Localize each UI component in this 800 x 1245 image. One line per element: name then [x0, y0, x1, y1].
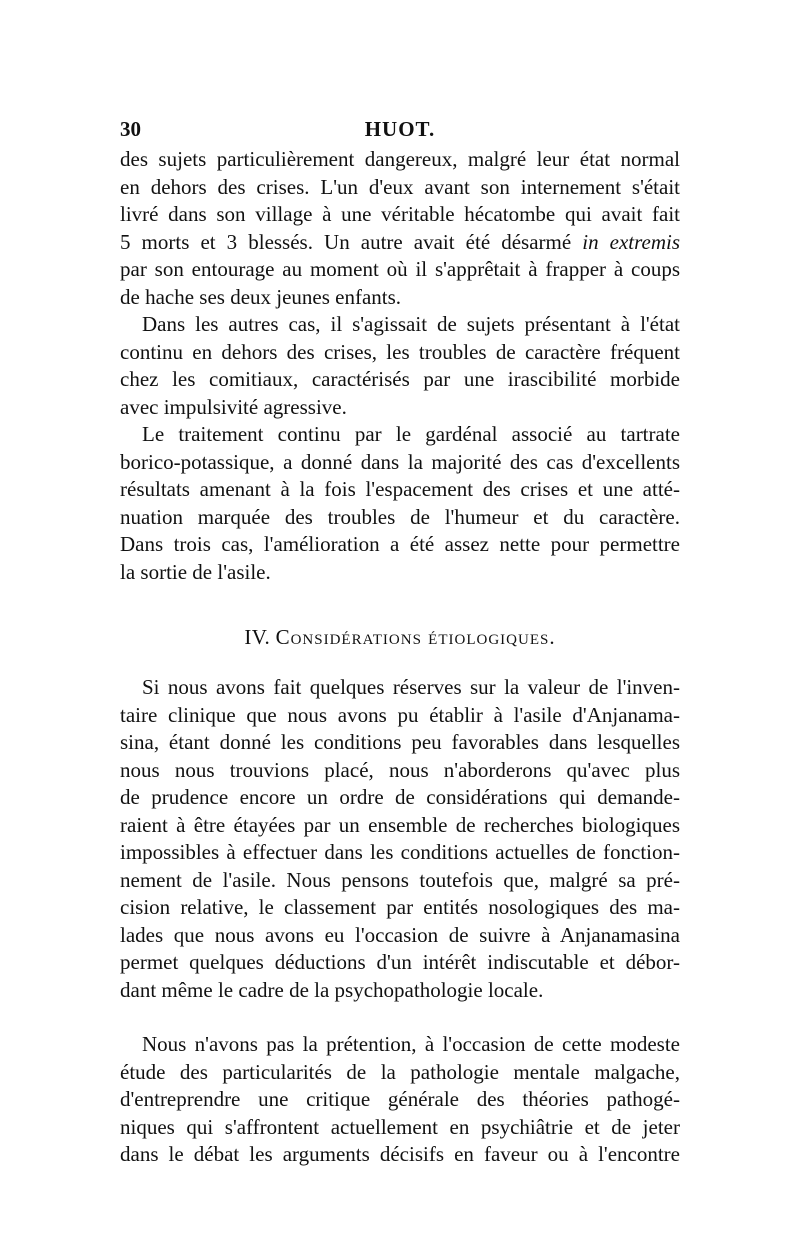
- text-line: impossibles à effectuer dans les conditions actuelles de fonction-: [120, 840, 680, 864]
- text-line: par son entourage au moment où il s'apprêtait à frapper à coups: [120, 257, 680, 281]
- text-line: nous nous trouvions placé, nous n'aborderons qu'avec plus: [120, 757, 680, 782]
- running-head: [120, 112, 680, 146]
- section-heading: [120, 622, 680, 652]
- paragraph-2: [120, 311, 680, 421]
- text-line: Si nous avons fait quelques réserves sur la valeur de l'inven-: [142, 675, 680, 699]
- spacer: [120, 1004, 680, 1031]
- paragraph-3: [120, 421, 680, 586]
- text-line: taire clinique que nous avons pu établir à l'asile d'Anjanama-: [120, 702, 680, 727]
- paragraph-1: [120, 146, 680, 311]
- text-line: des sujets particulièrement dangereux, malgré leur état normal: [120, 147, 680, 171]
- text-line: Dans trois cas, l'amélioration a été assez nette pour permettre: [120, 532, 680, 556]
- section-title: Considérations étiologiques.: [275, 625, 556, 649]
- text-line: cision relative, le classement par entités nosologiques des ma-: [120, 895, 680, 919]
- text-line: de hache ses deux jeunes enfants.: [120, 284, 402, 309]
- text-line: étude des particularités de la pathologie mentale malgache,: [120, 1059, 680, 1084]
- text-line: d'entreprendre une critique générale des théories pathogé-: [120, 1087, 680, 1111]
- section-numeral: IV.: [244, 625, 271, 649]
- text-line: livré dans son village à une véritable hécatombe qui avait fait: [120, 202, 680, 226]
- text-line: Le traitement continu par le gardénal associé au tartrate: [142, 422, 680, 446]
- text-segment: 5 morts et 3 blessés. Un autre avait été désarmé: [120, 229, 572, 254]
- text-line: en dehors des crises. L'un d'eux avant son internement s'était: [120, 174, 680, 199]
- text-line: lades que nous avons eu l'occasion de suivre à Anjanamasina: [120, 922, 680, 947]
- text-line: continu en dehors des crises, les troubles de caractère fréquent: [120, 339, 680, 364]
- text-line: sina, étant donné les conditions peu favorables dans lesquelles: [120, 730, 680, 754]
- text-line: dans le débat les arguments décisifs en faveur ou à l'encontre: [120, 1142, 680, 1166]
- text-line: permet quelques déductions d'un intérêt indiscutable et débor-: [120, 950, 680, 974]
- text-line: Dans les autres cas, il s'agissait de sujets présentant à l'état: [142, 312, 680, 336]
- text-line: borico-potassique, a donné dans la majorité des cas d'excellents: [120, 449, 680, 474]
- paragraph-4: [120, 674, 680, 1004]
- text-line: nement de l'asile. Nous pensons toutefois que, malgré sa pré-: [120, 867, 680, 892]
- text-line: dant même le cadre de la psychopathologie locale.: [120, 977, 544, 1002]
- paragraph-5: [120, 1031, 680, 1169]
- spacer: [120, 586, 680, 622]
- text-line: la sortie de l'asile.: [120, 559, 271, 584]
- running-title: HUOT.: [364, 117, 436, 141]
- spacer: [120, 652, 680, 674]
- text-line: avec impulsivité agressive.: [120, 394, 347, 419]
- text-line: raient à être étayées par un ensemble de recherches biologiques: [120, 812, 680, 837]
- text-line: Nous n'avons pas la prétention, à l'occasion de cette modeste: [142, 1032, 680, 1056]
- italic-phrase: in extremis: [582, 229, 680, 254]
- page-number: 30: [120, 117, 141, 141]
- text-line: nuation marquée des troubles de l'humeur et du caractère.: [120, 504, 680, 529]
- text-line-with-italic: [120, 229, 680, 257]
- text-line: résultats amenant à la fois l'espacement des crises et une atté-: [120, 477, 680, 501]
- text-line: de prudence encore un ordre de considérations qui demande-: [120, 785, 680, 809]
- text-line: niques qui s'affrontent actuellement en psychiâtrie et de jeter: [120, 1114, 680, 1139]
- book-page: [120, 112, 680, 1169]
- text-line: chez les comitiaux, caractérisés par une irascibilité morbide: [120, 367, 680, 391]
